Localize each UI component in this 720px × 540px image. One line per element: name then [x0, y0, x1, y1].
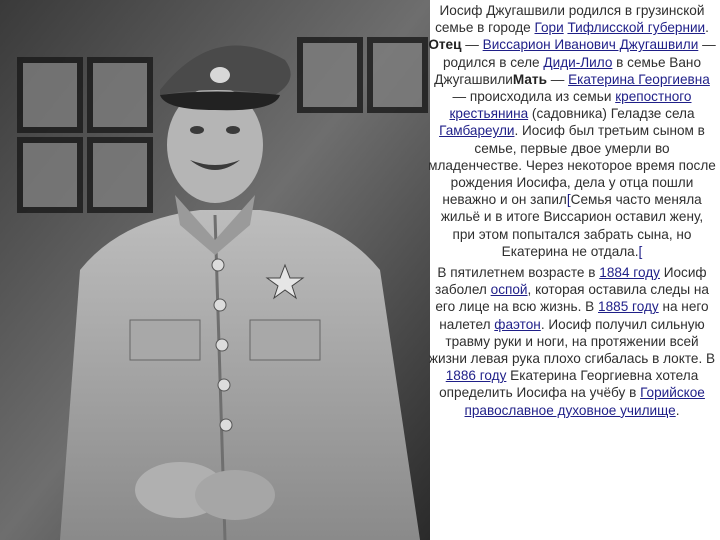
footnote-marker[interactable]: [ [566, 192, 571, 208]
article-text-run: Семья часто меняла жильё и в итоге Виссарион оставил жену, при этом попытался забрать сына, но Екатерина не отдала. [440, 192, 704, 259]
article-text-run: Иосиф Джугашвили родился в грузинской семье в городе [435, 3, 705, 36]
article-text-run: . [705, 20, 709, 36]
article-link[interactable]: крепостного крестьянина [449, 89, 692, 122]
article-link[interactable]: 1885 году [598, 299, 659, 315]
bold-term: Отец [428, 37, 462, 53]
article-link[interactable]: Горийское православное духовное училище [464, 385, 705, 418]
article-link[interactable]: Гамбареули [439, 123, 515, 139]
article-link[interactable]: 1884 году [599, 265, 660, 281]
article-link[interactable]: 1886 году [445, 368, 507, 384]
article-link[interactable]: Виссарион Иванович Джугашвили [482, 37, 699, 53]
footnote-marker[interactable]: [ [638, 243, 643, 259]
article-link[interactable]: фаэтон [494, 316, 541, 332]
article-link[interactable]: Екатерина Георгиевна [568, 71, 710, 87]
article-text-run: Иосиф заболел [435, 265, 707, 298]
article-text-run: В пятилетнем возрасте в [437, 265, 600, 281]
article-text-run: , которая оставила следы на его лице на всю жизнь. В [435, 282, 709, 315]
article-text-run: — [546, 71, 569, 87]
article-text-run: . Иосиф был третьим сыном в семье, первые двое умерли во младенчестве. Через некоторое время после рождения Иосифа, дела у отца пошли неважно и он запил [428, 123, 716, 208]
article-link[interactable]: Тифлисской губернии [567, 20, 706, 36]
article-text-run: — [461, 37, 483, 53]
article-link[interactable]: оспой [490, 282, 528, 298]
bold-term: Мать [512, 71, 547, 87]
article-text-run: . Иосиф получил сильную травму руки и ноги, на протяжении всей жизни левая рука плохо сгибалась в локте. В [428, 316, 716, 367]
article-text [428, 2, 716, 423]
article-text-run: в семье Вано Джугашвили [434, 54, 701, 87]
article-text-run: — происходила из семьи [452, 89, 616, 105]
article-text-run: Екатерина Георгиевна хотела определить Иосифа на учёбу в [439, 368, 699, 401]
article-text-run: (садовника) Геладзе села [528, 106, 695, 122]
article-text-run: — родился в селе [443, 37, 716, 70]
paragraph-biography-childhood [428, 264, 716, 419]
article-link[interactable]: Гори [534, 20, 564, 36]
article-text-run: на него налетел [439, 299, 709, 332]
article-text-run: . [675, 402, 680, 418]
article-link[interactable]: Диди-Лило [543, 54, 613, 70]
paragraph-biography-birth [428, 2, 716, 260]
